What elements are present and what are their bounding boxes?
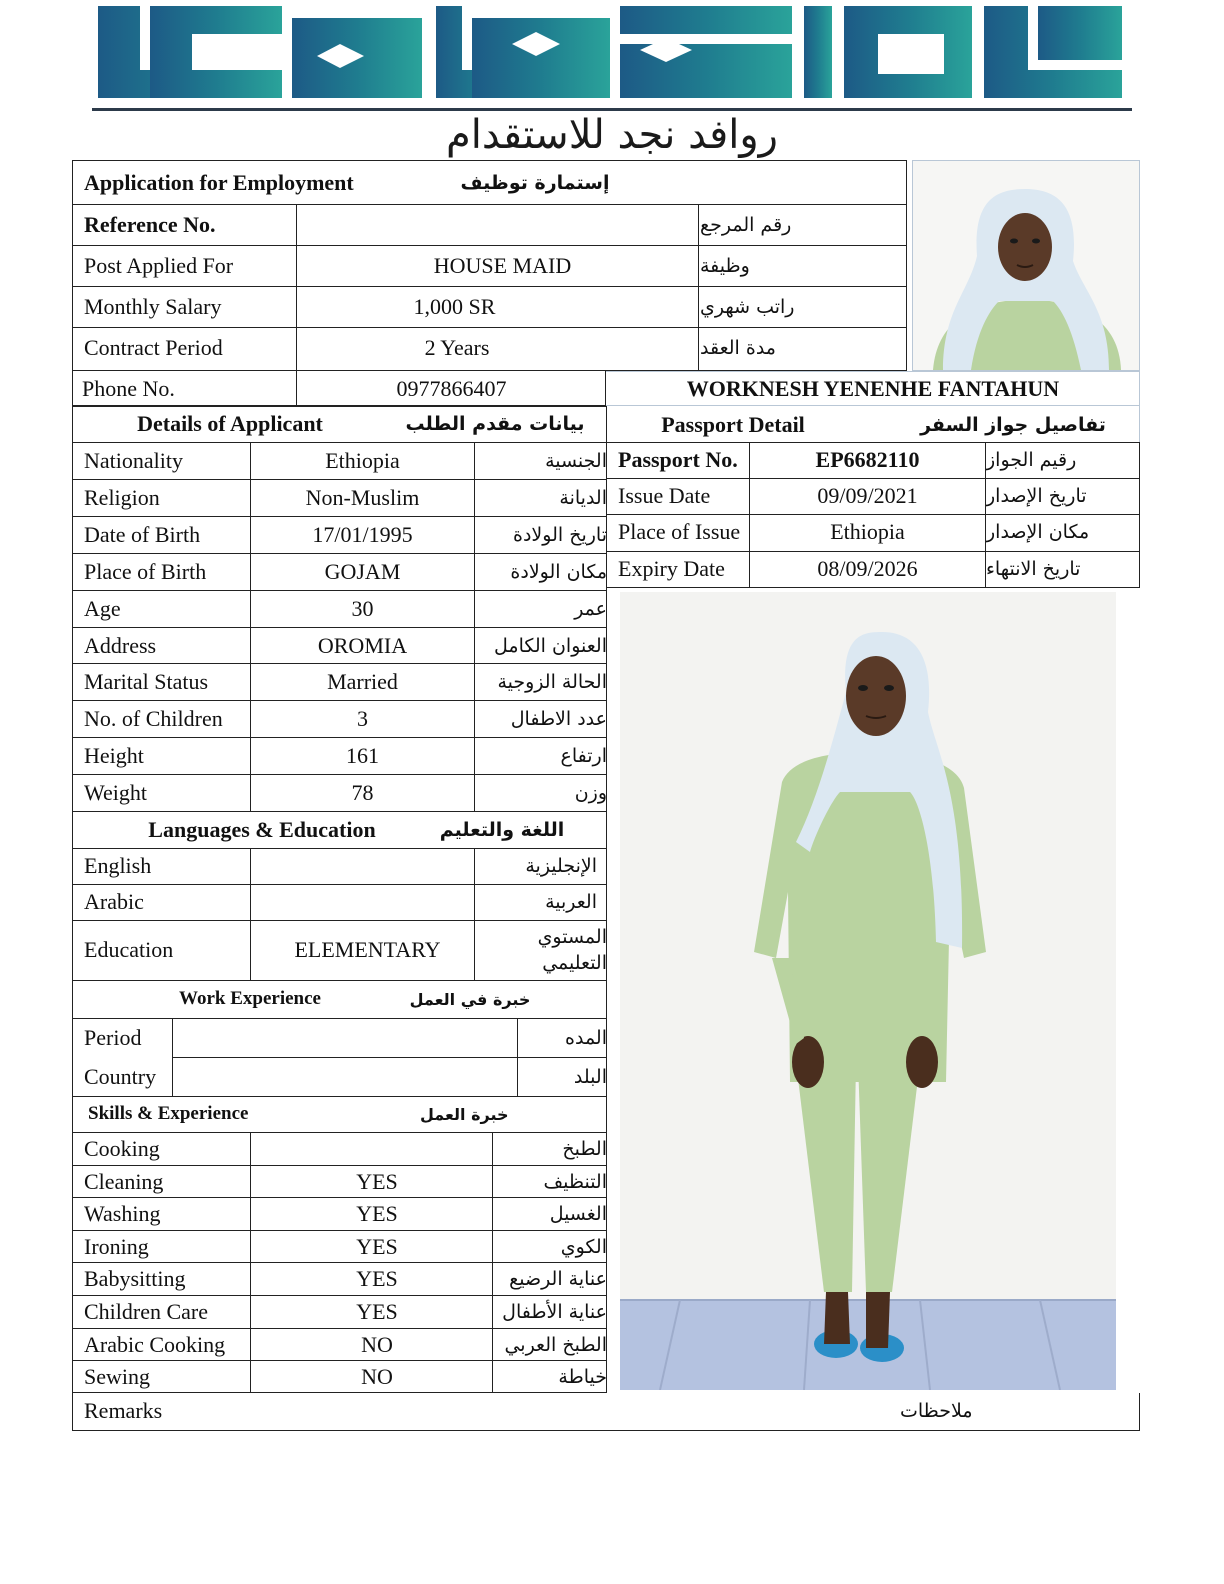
passport-row-value: 08/09/2026 [817, 556, 918, 581]
contract-value: 2 Years [424, 335, 490, 360]
details-row-label-ar: ارتفاع [560, 744, 607, 767]
details-title-ar: بيانات مقدم الطلب [405, 413, 585, 435]
details-row-label-ar: تاريخ الولادة [513, 523, 607, 546]
reference-label-ar: رقم المرجع [700, 214, 792, 236]
phone-value: 0977866407 [396, 375, 507, 401]
details-row-label: Weight [84, 779, 147, 805]
skill-row-label-ar: التنظيف [543, 1170, 607, 1193]
details-row-label: Marital Status [84, 668, 209, 694]
skill-row-value: NO [361, 1331, 393, 1357]
full-body-photo [620, 592, 1116, 1390]
work-title-en: Work Experience [179, 988, 321, 1009]
details-row-label: No. of Children [84, 705, 223, 731]
details-row-value: 30 [351, 595, 374, 621]
salary-label: Monthly Salary [84, 294, 222, 319]
contract-label-ar: مدة العقد [700, 337, 776, 359]
skills-title-ar: خبرة العمل [420, 1104, 509, 1124]
arabic-value [251, 884, 474, 920]
salary-value: 1,000 SR [413, 294, 496, 319]
reference-value [297, 205, 698, 245]
reference-label: Reference No. [84, 212, 216, 237]
details-row-value: 17/01/1995 [312, 521, 413, 547]
details-row-label-ar: وزن [574, 781, 607, 804]
skill-row-value: YES [356, 1233, 398, 1259]
passport-row-label-ar: تاريخ الإصدار [986, 485, 1087, 507]
skill-row-label-ar: عناية الرضيع [509, 1267, 607, 1290]
education-label-ar-line1: المستوي [537, 926, 607, 948]
skill-row-label: Sewing [84, 1363, 150, 1389]
remarks-label-ar: ملاحظات [900, 1400, 973, 1422]
passport-row-label: Passport No. [618, 447, 738, 472]
details-row-label: Address [84, 632, 157, 658]
work-title-ar: خبرة في العمل [409, 989, 531, 1009]
details-row-label: Nationality [84, 447, 183, 473]
skill-row-value: NO [361, 1363, 393, 1389]
passport-title-en: Passport Detail [661, 412, 805, 437]
skill-row-value [256, 1132, 498, 1165]
details-row-label-ar: مكان الولادة [510, 560, 607, 583]
period-label: Period [84, 1024, 142, 1050]
skill-row-value: YES [356, 1200, 398, 1226]
details-title-en: Details of Applicant [137, 411, 323, 436]
skill-row-label: Arabic Cooking [84, 1331, 226, 1357]
details-row-value: 3 [357, 705, 368, 731]
education-value: ELEMENTARY [294, 937, 441, 962]
details-row-value: Ethiopia [325, 447, 400, 473]
contract-label: Contract Period [84, 335, 223, 360]
skill-row-label-ar: الطبخ [562, 1137, 607, 1160]
passport-row-label: Place of Issue [618, 519, 741, 544]
post-label: Post Applied For [84, 253, 234, 278]
applicant-name: WORKNESH YENENHE FANTAHUN [686, 375, 1060, 401]
skill-row-label: Children Care [84, 1298, 209, 1324]
skill-row-label: Cleaning [84, 1168, 164, 1194]
skill-row-label: Cooking [84, 1135, 160, 1161]
country-value [173, 1057, 517, 1096]
passport-row-value: Ethiopia [830, 519, 905, 544]
logo-arabic-text: روافد نجد للاستقدام [446, 112, 778, 158]
salary-label-ar: راتب شهري [700, 296, 795, 318]
skill-row-label-ar: الغسيل [549, 1202, 607, 1225]
details-row-label: Place of Birth [84, 558, 207, 584]
skills-title-en: Skills & Experience [88, 1103, 249, 1124]
skill-row-label-ar: الطبخ العربي [504, 1333, 607, 1356]
skill-row-label-ar: خياطة [558, 1365, 607, 1388]
passport-row-label-ar: رقيم الجواز [986, 449, 1077, 471]
passport-row-label-ar: مكان الإصدار [986, 521, 1090, 543]
education-label-ar [475, 920, 607, 980]
details-row-value: Married [327, 668, 398, 694]
passport-row-value: 09/09/2021 [817, 483, 918, 508]
skill-row-label-ar: الكوي [560, 1235, 607, 1258]
details-row-label-ar: الديانة [559, 486, 607, 509]
details-row-label-ar: الحالة الزوجية [497, 670, 607, 693]
passport-row-label: Issue Date [618, 483, 711, 508]
details-row-label: Date of Birth [84, 521, 201, 547]
post-value: HOUSE MAID [433, 253, 572, 278]
skill-row-label: Babysitting [84, 1265, 186, 1291]
details-row-value: GOJAM [324, 558, 401, 584]
education-label: Education [84, 937, 174, 962]
english-value [251, 848, 474, 884]
period-value [173, 1018, 517, 1057]
arabic-label: Arabic [84, 889, 144, 914]
details-row-value: OROMIA [317, 632, 408, 658]
skill-row-value: YES [356, 1298, 398, 1324]
details-row-label: Height [84, 742, 144, 768]
languages-title-en: Languages & Education [148, 816, 376, 842]
languages-title-ar: اللغة والتعليم [439, 818, 565, 841]
details-row-label-ar: عمر [574, 597, 607, 620]
details-row-label-ar: الجنسية [545, 449, 607, 472]
details-row-label: Religion [84, 484, 160, 510]
details-row-value: 78 [351, 779, 374, 805]
education-label-ar-line2: التعليمي [542, 952, 607, 974]
english-label-ar: الإنجليزية [525, 855, 597, 877]
details-row-value: Non-Muslim [305, 484, 420, 510]
skill-row-value: YES [356, 1168, 398, 1194]
skill-row-label: Ironing [84, 1233, 149, 1259]
arabic-label-ar: العربية [545, 891, 597, 913]
post-label-ar: وظيفة [700, 255, 750, 277]
application-title-ar: إستمارة توظيف [460, 172, 610, 194]
skill-row-label-ar: عناية الأطفال [502, 1300, 607, 1323]
details-row-label-ar: العنوان الكامل [494, 634, 607, 657]
portrait-photo [912, 160, 1140, 371]
passport-title-ar: تفاصيل جواز السفر [920, 414, 1106, 436]
skill-row-value: YES [356, 1265, 398, 1291]
english-label: English [84, 853, 152, 878]
country-label-ar: البلد [573, 1065, 607, 1088]
period-label-ar: المده [565, 1026, 607, 1049]
phone-label: Phone No. [82, 375, 175, 401]
application-title-en: Application for Employment [84, 170, 354, 195]
details-row-label: Age [84, 595, 121, 621]
details-row-label-ar: عدد الاطفال [510, 707, 607, 730]
skill-row-label: Washing [84, 1200, 161, 1226]
remarks-label: Remarks [84, 1398, 163, 1423]
passport-row-label-ar: تاريخ الانتهاء [986, 558, 1081, 580]
passport-row-label: Expiry Date [618, 556, 725, 581]
passport-row-value: EP6682110 [815, 447, 920, 472]
country-label: Country [84, 1063, 157, 1089]
details-row-value: 161 [346, 742, 379, 768]
